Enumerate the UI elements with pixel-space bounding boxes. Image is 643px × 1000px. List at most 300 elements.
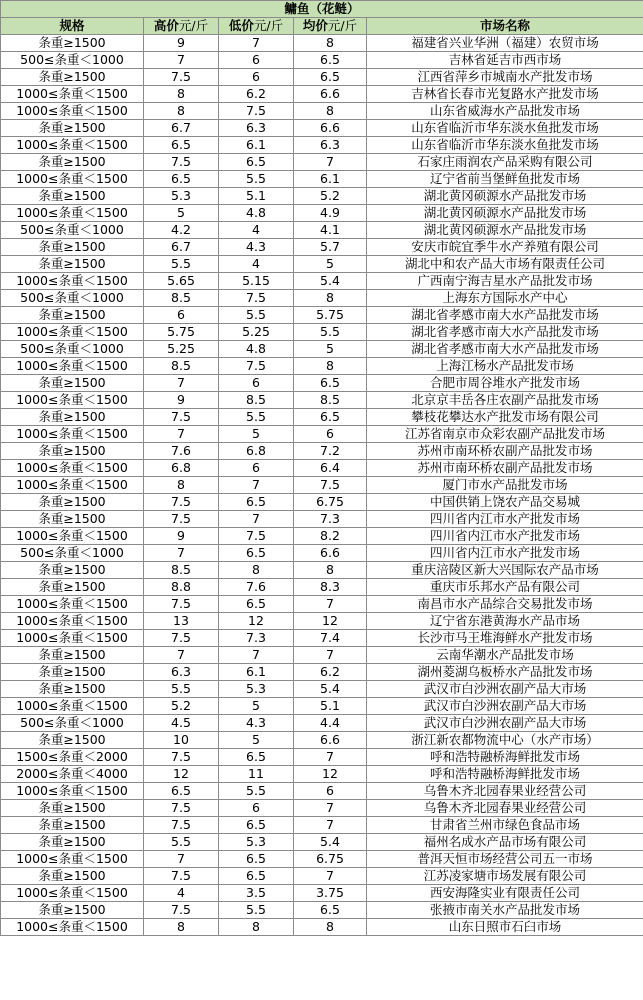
cell-low-price: 5.15 [219, 273, 294, 290]
cell-spec: 条重≥1500 [1, 834, 144, 851]
cell-spec: 1000≤条重＜1500 [1, 528, 144, 545]
table-row [1, 783, 643, 800]
table-row [1, 613, 643, 630]
header-high [144, 18, 219, 35]
table-row [1, 545, 643, 562]
cell-low-price: 7 [219, 647, 294, 664]
cell-spec: 条重≥1500 [1, 664, 144, 681]
cell-spec: 500≤条重＜1000 [1, 222, 144, 239]
cell-low-price: 7 [219, 35, 294, 52]
cell-high-price: 5.25 [144, 341, 219, 358]
cell-avg-price: 5 [294, 256, 367, 273]
table-title-row [1, 1, 643, 18]
header-low [219, 18, 294, 35]
cell-spec: 条重≥1500 [1, 817, 144, 834]
cell-high-price: 7.5 [144, 749, 219, 766]
cell-low-price: 8.5 [219, 392, 294, 409]
cell-market-name: 广西南宁海吉星水产品批发市场 [367, 273, 643, 290]
cell-low-price: 5 [219, 732, 294, 749]
cell-avg-price: 8 [294, 919, 367, 936]
cell-low-price: 5.25 [219, 324, 294, 341]
cell-market-name: 南昌市水产品综合交易批发市场 [367, 596, 643, 613]
cell-spec: 1000≤条重＜1500 [1, 358, 144, 375]
cell-spec: 条重≥1500 [1, 154, 144, 171]
cell-market-name: 山东省临沂市华东淡水鱼批发市场 [367, 120, 643, 137]
cell-spec: 1000≤条重＜1500 [1, 783, 144, 800]
cell-avg-price: 6.6 [294, 732, 367, 749]
cell-market-name: 四川省内江市水产批发市场 [367, 511, 643, 528]
cell-avg-price: 6.5 [294, 69, 367, 86]
cell-avg-price: 7.2 [294, 443, 367, 460]
cell-avg-price: 5.1 [294, 698, 367, 715]
cell-low-price: 5.5 [219, 409, 294, 426]
cell-high-price: 7.5 [144, 868, 219, 885]
cell-avg-price: 7 [294, 647, 367, 664]
cell-low-price: 4.3 [219, 239, 294, 256]
cell-low-price: 5.5 [219, 171, 294, 188]
cell-low-price: 4 [219, 222, 294, 239]
cell-spec: 条重≥1500 [1, 579, 144, 596]
table-row [1, 137, 643, 154]
cell-spec: 1000≤条重＜1500 [1, 477, 144, 494]
cell-low-price: 6.1 [219, 137, 294, 154]
table-row [1, 715, 643, 732]
cell-high-price: 7.6 [144, 443, 219, 460]
cell-spec: 1000≤条重＜1500 [1, 392, 144, 409]
cell-spec: 条重≥1500 [1, 647, 144, 664]
cell-high-price: 10 [144, 732, 219, 749]
cell-high-price: 8.5 [144, 358, 219, 375]
cell-spec: 条重≥1500 [1, 732, 144, 749]
cell-avg-price: 12 [294, 613, 367, 630]
cell-low-price: 7.5 [219, 103, 294, 120]
cell-low-price: 7 [219, 511, 294, 528]
cell-market-name: 乌鲁木齐北园春果业经营公司 [367, 783, 643, 800]
table-row [1, 69, 643, 86]
cell-avg-price: 4.9 [294, 205, 367, 222]
header-high-unit: 元/斤 [178, 18, 209, 33]
cell-high-price: 8 [144, 477, 219, 494]
table-row [1, 52, 643, 69]
table-row [1, 35, 643, 52]
cell-market-name: 呼和浩特融桥海鲜批发市场 [367, 749, 643, 766]
cell-high-price: 7.5 [144, 902, 219, 919]
cell-spec: 条重≥1500 [1, 902, 144, 919]
cell-market-name: 武汉市白沙洲农副产品大市场 [367, 681, 643, 698]
cell-low-price: 3.5 [219, 885, 294, 902]
cell-market-name: 西安海隆实业有限责任公司 [367, 885, 643, 902]
cell-high-price: 5.5 [144, 256, 219, 273]
cell-high-price: 6 [144, 307, 219, 324]
cell-avg-price: 7.3 [294, 511, 367, 528]
cell-avg-price: 6.5 [294, 375, 367, 392]
cell-low-price: 6.5 [219, 749, 294, 766]
cell-spec: 条重≥1500 [1, 511, 144, 528]
cell-high-price: 9 [144, 392, 219, 409]
cell-high-price: 6.5 [144, 171, 219, 188]
cell-high-price: 7 [144, 52, 219, 69]
cell-market-name: 福州名成水产品市场有限公司 [367, 834, 643, 851]
cell-avg-price: 8 [294, 35, 367, 52]
cell-low-price: 4 [219, 256, 294, 273]
cell-high-price: 7.5 [144, 69, 219, 86]
cell-market-name: 苏州市南环桥农副产品批发市场 [367, 460, 643, 477]
table-row [1, 307, 643, 324]
table-row [1, 86, 643, 103]
cell-high-price: 4.5 [144, 715, 219, 732]
cell-low-price: 6.5 [219, 851, 294, 868]
header-low-unit: 元/斤 [253, 18, 284, 33]
cell-low-price: 7 [219, 477, 294, 494]
cell-spec: 条重≥1500 [1, 409, 144, 426]
cell-low-price: 7.5 [219, 528, 294, 545]
cell-spec: 条重≥1500 [1, 69, 144, 86]
cell-avg-price: 5.4 [294, 273, 367, 290]
cell-low-price: 12 [219, 613, 294, 630]
cell-high-price: 5.5 [144, 834, 219, 851]
table-row [1, 341, 643, 358]
cell-high-price: 7 [144, 647, 219, 664]
cell-market-name: 辽宁省前当堡鲜鱼批发市场 [367, 171, 643, 188]
cell-avg-price: 5.4 [294, 834, 367, 851]
table-row [1, 749, 643, 766]
cell-avg-price: 8.2 [294, 528, 367, 545]
cell-market-name: 上海江杨水产品批发市场 [367, 358, 643, 375]
cell-spec: 500≤条重＜1000 [1, 715, 144, 732]
cell-low-price: 6.8 [219, 443, 294, 460]
cell-market-name: 江苏凌家塘市场发展有限公司 [367, 868, 643, 885]
cell-high-price: 5.65 [144, 273, 219, 290]
table-row [1, 630, 643, 647]
header-avg [294, 18, 367, 35]
cell-low-price: 5.1 [219, 188, 294, 205]
cell-market-name: 湖北黄冈硕源水产品批发市场 [367, 205, 643, 222]
table-row [1, 681, 643, 698]
header-avg-unit: 元/斤 [327, 18, 358, 33]
cell-spec: 1000≤条重＜1500 [1, 103, 144, 120]
table-row [1, 358, 643, 375]
table-row [1, 885, 643, 902]
table-row [1, 766, 643, 783]
cell-high-price: 6.7 [144, 239, 219, 256]
cell-low-price: 4.8 [219, 205, 294, 222]
cell-high-price: 7.5 [144, 154, 219, 171]
cell-avg-price: 5.7 [294, 239, 367, 256]
cell-avg-price: 4.4 [294, 715, 367, 732]
table-row [1, 477, 643, 494]
cell-low-price: 6.5 [219, 545, 294, 562]
cell-market-name: 江西省萍乡市城南水产批发市场 [367, 69, 643, 86]
cell-avg-price: 6 [294, 783, 367, 800]
table-row [1, 239, 643, 256]
cell-high-price: 5.5 [144, 681, 219, 698]
cell-spec: 500≤条重＜1000 [1, 341, 144, 358]
cell-avg-price: 7.4 [294, 630, 367, 647]
cell-high-price: 9 [144, 528, 219, 545]
cell-spec: 1000≤条重＜1500 [1, 596, 144, 613]
table-row [1, 528, 643, 545]
cell-high-price: 4 [144, 885, 219, 902]
cell-avg-price: 6.75 [294, 494, 367, 511]
cell-low-price: 5.5 [219, 307, 294, 324]
cell-avg-price: 5.4 [294, 681, 367, 698]
cell-avg-price: 8 [294, 103, 367, 120]
cell-high-price: 7.5 [144, 409, 219, 426]
cell-spec: 1000≤条重＜1500 [1, 698, 144, 715]
cell-market-name: 长沙市马王堆海鲜水产批发市场 [367, 630, 643, 647]
cell-avg-price: 4.1 [294, 222, 367, 239]
cell-high-price: 7.5 [144, 596, 219, 613]
cell-avg-price: 8 [294, 290, 367, 307]
cell-market-name: 上海东方国际水产中心 [367, 290, 643, 307]
cell-market-name: 辽宁省东港黄海水产品市场 [367, 613, 643, 630]
cell-avg-price: 6.6 [294, 545, 367, 562]
cell-market-name: 福建省兴业华洲（福建）农贸市场 [367, 35, 643, 52]
cell-low-price: 6.5 [219, 154, 294, 171]
cell-high-price: 6.7 [144, 120, 219, 137]
cell-market-name: 湖北黄冈硕源水产品批发市场 [367, 222, 643, 239]
cell-high-price: 6.5 [144, 137, 219, 154]
cell-high-price: 5.2 [144, 698, 219, 715]
cell-low-price: 7.5 [219, 358, 294, 375]
cell-avg-price: 7 [294, 800, 367, 817]
cell-spec: 1000≤条重＜1500 [1, 86, 144, 103]
cell-high-price: 7 [144, 851, 219, 868]
table-row [1, 392, 643, 409]
table-row [1, 375, 643, 392]
table-row [1, 460, 643, 477]
table-row [1, 443, 643, 460]
table-row [1, 290, 643, 307]
cell-low-price: 5.3 [219, 834, 294, 851]
cell-avg-price: 6.5 [294, 409, 367, 426]
cell-market-name: 石家庄雨润农产品采购有限公司 [367, 154, 643, 171]
cell-spec: 条重≥1500 [1, 256, 144, 273]
cell-spec: 500≤条重＜1000 [1, 290, 144, 307]
cell-spec: 条重≥1500 [1, 307, 144, 324]
cell-low-price: 6.5 [219, 494, 294, 511]
cell-spec: 1000≤条重＜1500 [1, 426, 144, 443]
table-row [1, 732, 643, 749]
cell-high-price: 6.5 [144, 783, 219, 800]
cell-market-name: 厦门市水产品批发市场 [367, 477, 643, 494]
cell-low-price: 6 [219, 800, 294, 817]
cell-market-name: 呼和浩特融桥海鲜批发市场 [367, 766, 643, 783]
table-header-row [1, 18, 643, 35]
cell-low-price: 6.5 [219, 817, 294, 834]
cell-low-price: 6.3 [219, 120, 294, 137]
cell-market-name: 云南华潮水产品批发市场 [367, 647, 643, 664]
cell-low-price: 6 [219, 52, 294, 69]
cell-low-price: 8 [219, 919, 294, 936]
cell-avg-price: 7 [294, 868, 367, 885]
cell-market-name: 山东日照市石臼市场 [367, 919, 643, 936]
cell-avg-price: 6.5 [294, 902, 367, 919]
cell-high-price: 7.5 [144, 494, 219, 511]
table-row [1, 800, 643, 817]
cell-avg-price: 8 [294, 358, 367, 375]
table-row [1, 171, 643, 188]
cell-spec: 条重≥1500 [1, 239, 144, 256]
cell-high-price: 6.3 [144, 664, 219, 681]
cell-avg-price: 5.5 [294, 324, 367, 341]
cell-market-name: 攀枝花攀达水产批发市场有限公司 [367, 409, 643, 426]
cell-spec: 2000≤条重＜4000 [1, 766, 144, 783]
cell-low-price: 7.6 [219, 579, 294, 596]
cell-spec: 1000≤条重＜1500 [1, 630, 144, 647]
cell-market-name: 湖北中和农产品大市场有限责任公司 [367, 256, 643, 273]
cell-spec: 条重≥1500 [1, 494, 144, 511]
cell-high-price: 5.75 [144, 324, 219, 341]
table-row [1, 103, 643, 120]
cell-avg-price: 7 [294, 817, 367, 834]
cell-avg-price: 7 [294, 596, 367, 613]
header-avg-label: 均价 [302, 18, 328, 33]
cell-spec: 500≤条重＜1000 [1, 545, 144, 562]
cell-avg-price: 6.3 [294, 137, 367, 154]
cell-market-name: 山东省威海水产品批发市场 [367, 103, 643, 120]
cell-market-name: 中国供销上饶农产品交易城 [367, 494, 643, 511]
cell-high-price: 7.5 [144, 800, 219, 817]
cell-avg-price: 5.75 [294, 307, 367, 324]
cell-spec: 1500≤条重＜2000 [1, 749, 144, 766]
table-row [1, 562, 643, 579]
table-row [1, 222, 643, 239]
cell-high-price: 9 [144, 35, 219, 52]
cell-high-price: 7 [144, 375, 219, 392]
cell-market-name: 湖北省孝感市南大水产品批发市场 [367, 341, 643, 358]
cell-spec: 条重≥1500 [1, 443, 144, 460]
header-low-label: 低价 [228, 18, 254, 33]
table-row [1, 919, 643, 936]
cell-avg-price: 5.2 [294, 188, 367, 205]
table-row [1, 817, 643, 834]
cell-spec: 条重≥1500 [1, 800, 144, 817]
cell-low-price: 8 [219, 562, 294, 579]
cell-high-price: 5 [144, 205, 219, 222]
cell-high-price: 7 [144, 545, 219, 562]
cell-high-price: 12 [144, 766, 219, 783]
cell-low-price: 6 [219, 375, 294, 392]
cell-market-name: 山东省临沂市华东淡水鱼批发市场 [367, 137, 643, 154]
cell-low-price: 7.5 [219, 290, 294, 307]
cell-low-price: 6.2 [219, 86, 294, 103]
cell-low-price: 7.3 [219, 630, 294, 647]
table-row [1, 120, 643, 137]
cell-spec: 1000≤条重＜1500 [1, 273, 144, 290]
cell-market-name: 四川省内江市水产批发市场 [367, 528, 643, 545]
table-title: 鳙鱼（花鲢） [1, 1, 643, 18]
cell-avg-price: 6.1 [294, 171, 367, 188]
cell-market-name: 乌鲁木齐北园春果业经营公司 [367, 800, 643, 817]
table-row [1, 511, 643, 528]
table-row [1, 868, 643, 885]
cell-avg-price: 6.6 [294, 86, 367, 103]
table-row [1, 205, 643, 222]
cell-spec: 1000≤条重＜1500 [1, 919, 144, 936]
cell-market-name: 吉林省延吉市西市场 [367, 52, 643, 69]
table-row [1, 273, 643, 290]
table-row [1, 426, 643, 443]
cell-avg-price: 8.3 [294, 579, 367, 596]
cell-high-price: 5.3 [144, 188, 219, 205]
cell-spec: 1000≤条重＜1500 [1, 613, 144, 630]
cell-low-price: 6.5 [219, 596, 294, 613]
table-row [1, 409, 643, 426]
cell-spec: 1000≤条重＜1500 [1, 137, 144, 154]
cell-market-name: 张掖市南关水产品批发市场 [367, 902, 643, 919]
cell-low-price: 5 [219, 426, 294, 443]
cell-low-price: 5.3 [219, 681, 294, 698]
table-row [1, 647, 643, 664]
cell-market-name: 四川省内江市水产批发市场 [367, 545, 643, 562]
cell-market-name: 苏州市南环桥农副产品批发市场 [367, 443, 643, 460]
table-row [1, 596, 643, 613]
table-row [1, 324, 643, 341]
cell-market-name: 武汉市白沙洲农副产品大市场 [367, 715, 643, 732]
header-spec: 规格 [1, 18, 144, 35]
cell-spec: 条重≥1500 [1, 375, 144, 392]
cell-spec: 1000≤条重＜1500 [1, 885, 144, 902]
cell-market-name: 江苏省南京市众彩农副产品批发市场 [367, 426, 643, 443]
cell-avg-price: 7 [294, 154, 367, 171]
cell-high-price: 8.5 [144, 562, 219, 579]
table-row [1, 188, 643, 205]
cell-low-price: 6.1 [219, 664, 294, 681]
cell-avg-price: 8.5 [294, 392, 367, 409]
table-row [1, 851, 643, 868]
cell-high-price: 13 [144, 613, 219, 630]
cell-low-price: 6 [219, 460, 294, 477]
cell-avg-price: 12 [294, 766, 367, 783]
cell-high-price: 7.5 [144, 817, 219, 834]
cell-market-name: 普洱天恒市场经营公司五一市场 [367, 851, 643, 868]
cell-market-name: 重庆市乐邦水产品有限公司 [367, 579, 643, 596]
cell-spec: 1000≤条重＜1500 [1, 205, 144, 222]
cell-spec: 1000≤条重＜1500 [1, 171, 144, 188]
cell-spec: 1000≤条重＜1500 [1, 324, 144, 341]
cell-avg-price: 7.5 [294, 477, 367, 494]
header-high-label: 高价 [153, 18, 179, 33]
table-row [1, 154, 643, 171]
cell-low-price: 5.5 [219, 783, 294, 800]
cell-market-name: 甘肃省兰州市绿色食品市场 [367, 817, 643, 834]
cell-avg-price: 6.4 [294, 460, 367, 477]
cell-spec: 条重≥1500 [1, 35, 144, 52]
cell-spec: 条重≥1500 [1, 868, 144, 885]
cell-avg-price: 3.75 [294, 885, 367, 902]
header-market: 市场名称 [367, 18, 643, 35]
cell-market-name: 浙江新农都物流中心（水产市场） [367, 732, 643, 749]
cell-low-price: 11 [219, 766, 294, 783]
cell-market-name: 吉林省长春市光复路水产批发市场 [367, 86, 643, 103]
cell-avg-price: 6.6 [294, 120, 367, 137]
cell-market-name: 湖北黄冈硕源水产品批发市场 [367, 188, 643, 205]
cell-market-name: 重庆涪陵区新大兴国际农产品市场 [367, 562, 643, 579]
cell-avg-price: 6 [294, 426, 367, 443]
cell-spec: 条重≥1500 [1, 120, 144, 137]
cell-avg-price: 6.75 [294, 851, 367, 868]
cell-market-name: 湖北省孝感市南大水产品批发市场 [367, 307, 643, 324]
table-row [1, 664, 643, 681]
cell-spec: 1000≤条重＜1500 [1, 460, 144, 477]
cell-avg-price: 5 [294, 341, 367, 358]
cell-high-price: 7 [144, 426, 219, 443]
table-row [1, 834, 643, 851]
table-row [1, 494, 643, 511]
cell-market-name: 武汉市白沙洲农副产品大市场 [367, 698, 643, 715]
cell-high-price: 8 [144, 86, 219, 103]
